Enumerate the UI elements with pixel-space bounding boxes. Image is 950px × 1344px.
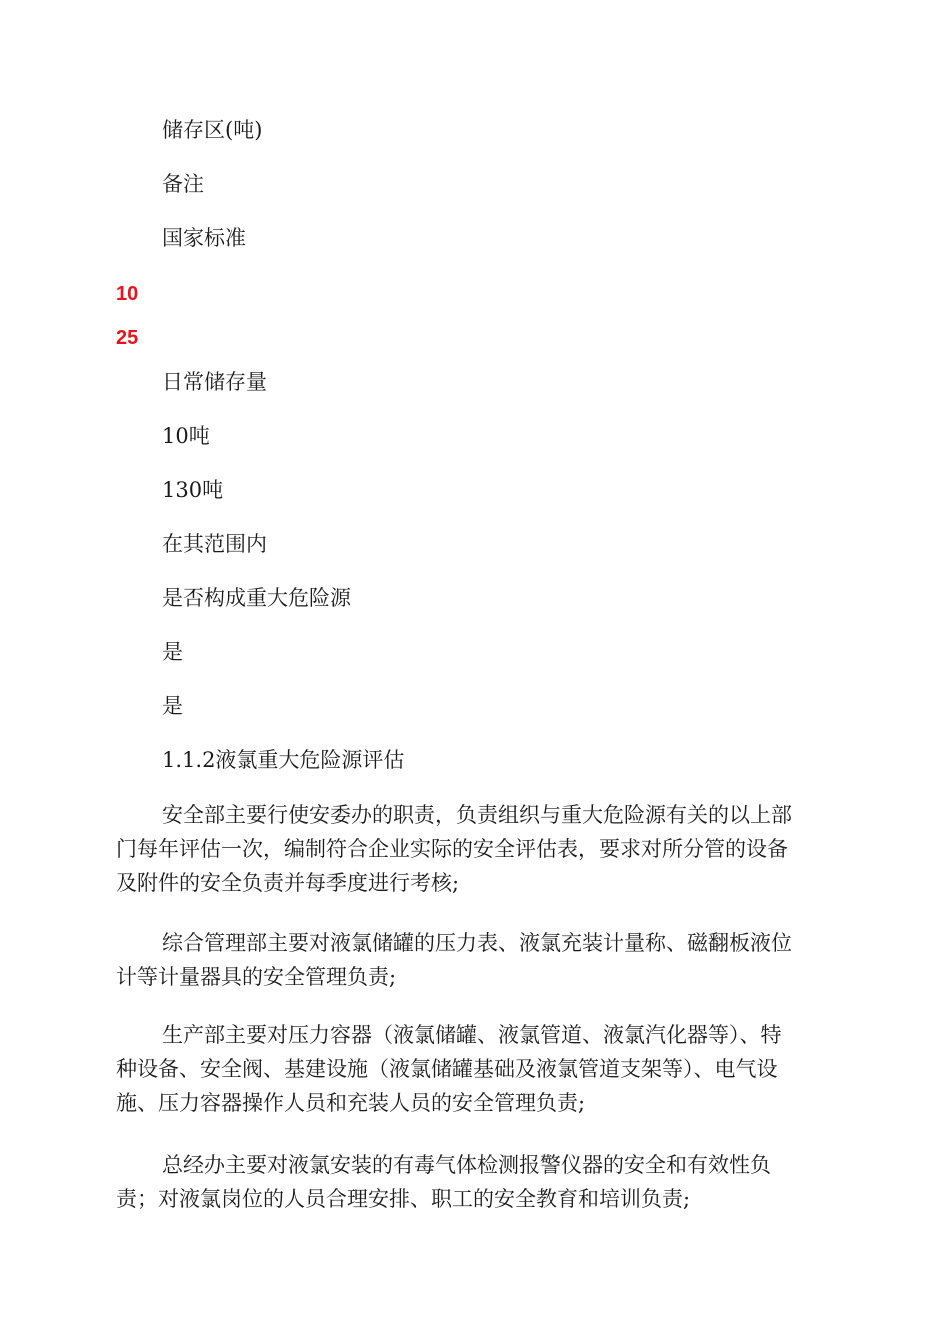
text-national-standard: 国家标准	[162, 226, 246, 250]
paragraph-row: 生产部主要对压力容器（液氯储罐、液氯管道、液氯汽化器等）、特	[162, 1023, 782, 1047]
paragraph-row: 施、压力容器操作人员和充装人员的安全管理负责;	[116, 1091, 586, 1115]
paragraph-general-management	[116, 926, 832, 994]
paragraph-row: 总经办主要对液氯安装的有毒气体检测报警仪器的安全和有效性负	[162, 1153, 771, 1177]
paragraph-row: 安全部主要行使安委办的职责，负责组织与重大危险源有关的以上部	[162, 803, 792, 827]
text-yes-2: 是	[162, 694, 183, 718]
paragraph-row: 种设备、安全阀、基建设施（液氯储罐基础及液氯管道支架等）、电气设	[116, 1057, 778, 1081]
paragraph-production-dept	[116, 1018, 832, 1120]
text-major-hazard-question: 是否构成重大危险源	[162, 586, 351, 610]
text-storage-area: 储存区(吨)	[162, 118, 263, 142]
red-number-25: 25	[116, 327, 139, 349]
paragraph-row: 门每年评估一次，编制符合企业实际的安全评估表，要求对所分管的设备	[116, 837, 788, 861]
paragraph-row: 综合管理部主要对液氯储罐的压力表、液氯充装计量称、磁翻板液位	[162, 931, 792, 955]
paragraph-general-office	[116, 1148, 832, 1216]
text-yes-1: 是	[162, 640, 183, 664]
section-heading: 1.1.2液氯重大危险源评估	[162, 748, 405, 772]
paragraph-row: 及附件的安全负责并每季度进行考核;	[116, 871, 460, 895]
text-remarks: 备注	[162, 172, 204, 196]
text-daily-storage: 日常储存量	[162, 370, 267, 394]
red-number-10: 10	[116, 283, 139, 305]
text-within-range: 在其范围内	[162, 532, 267, 556]
text-10-tons: 10吨	[162, 424, 210, 448]
paragraph-row: 计等计量器具的安全管理负责;	[116, 965, 397, 989]
paragraph-row: 责；对液氯岗位的人员合理安排、职工的安全教育和培训负责;	[116, 1187, 691, 1211]
text-130-tons: 130吨	[162, 478, 224, 502]
paragraph-safety-dept	[116, 798, 832, 900]
